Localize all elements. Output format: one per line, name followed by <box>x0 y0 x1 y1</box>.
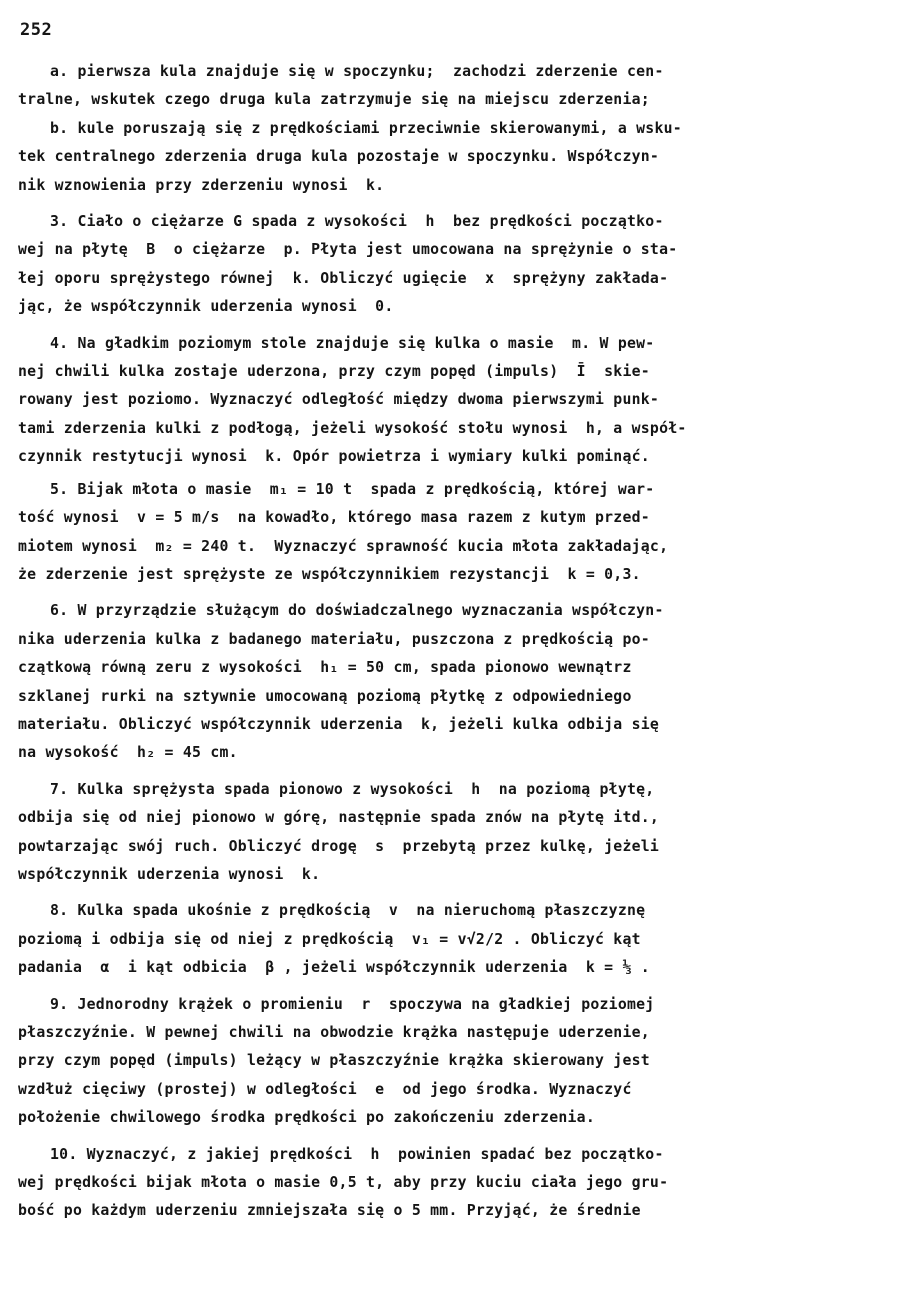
problem-9-paragraph <box>18 991 878 1133</box>
text-line: tralne, wskutek czego druga kula zatrzymuje się na miejscu zderzenia; <box>18 91 650 109</box>
text-line: jąc, że współczynnik uderzenia wynosi 0. <box>18 298 394 316</box>
problem-5-paragraph <box>18 476 878 590</box>
text-line: łej oporu sprężystego równej k. Obliczyć ugięcie x sprężyny zakłada- <box>18 269 669 287</box>
text-line: płaszczyźnie. W pewnej chwili na obwodzie krążka następuje uderzenie, <box>18 1024 650 1041</box>
text-line: poziomą i odbija się od niej z prędkością v₁ = v√2/2 . Obliczyć kąt <box>18 930 641 948</box>
text-line: b. kule poruszają się z prędkościami przeciwnie skierowanymi, a wsku- <box>50 119 682 137</box>
text-line: rowany jest poziomo. Wyznaczyć odległość między dwoma pierwszymi punk- <box>18 391 660 409</box>
text-line: współczynnik uderzenia wynosi k. <box>18 865 321 883</box>
item-b-paragraph <box>18 115 878 200</box>
text-line: 4. Na gładkim poziomym stole znajduje się kulka o masie m. W pew- <box>50 334 655 352</box>
text-line: nik wznowienia przy zderzeniu wynosi k. <box>18 176 385 194</box>
problem-7-paragraph <box>18 776 878 890</box>
text-line: nika uderzenia kulka z badanego materiału, puszczona z prędkością po- <box>18 630 650 648</box>
text-line: miotem wynosi m₂ = 240 t. Wyznaczyć sprawność kucia młota zakładając, <box>18 537 669 555</box>
text-line: odbija się od niej pionowo w górę, następnie spada znów na płytę itd., <box>18 809 660 827</box>
problem-6-paragraph <box>18 597 878 767</box>
text-line: powtarzając swój ruch. Obliczyć drogę s przebytą przez kulkę, jeżeli <box>18 837 660 855</box>
text-line: padania α i kąt odbicia β , jeżeli współczynnik uderzenia k = ⅓ . <box>18 959 650 977</box>
page-number: 252 <box>20 20 53 40</box>
text-body <box>18 58 878 1226</box>
text-line: wej prędkości bijak młota o masie 0,5 t, aby przy kuciu ciała jego gru- <box>18 1174 669 1192</box>
text-line: 5. Bijak młota o masie m₁ = 10 t spada z prędkością, której war- <box>50 480 655 498</box>
text-line: wej na płytę B o ciężarze p. Płyta jest umocowana na sprężynie o sta- <box>18 241 678 259</box>
text-line: bość po każdym uderzeniu zmniejszała się o 5 mm. Przyjąć, że średnie <box>18 1202 641 1220</box>
text-line: że zderzenie jest sprężyste ze współczynnikiem rezystancji k = 0,3. <box>18 565 641 583</box>
text-line: położenie chwilowego środka prędkości po zakończeniu zderzenia. <box>18 1109 595 1127</box>
text-line: 8. Kulka spada ukośnie z prędkością v na nieruchomą płaszczyznę <box>50 902 646 920</box>
problem-8-paragraph <box>18 897 878 982</box>
problem-3-paragraph <box>18 208 878 322</box>
text-line: tami zderzenia kulki z podłogą, jeżeli wysokość stołu wynosi h, a współ- <box>18 419 687 437</box>
text-line: 7. Kulka sprężysta spada pionowo z wysokości h na poziomą płytę, <box>50 780 655 798</box>
problem-4-paragraph <box>18 330 878 472</box>
text-line: przy czym popęd (impuls) leżący w płaszczyźnie krążka skierowany jest <box>18 1052 650 1070</box>
text-line: a. pierwsza kula znajduje się w spoczynku; zachodzi zderzenie cen- <box>50 63 664 80</box>
text-line: 10. Wyznaczyć, z jakiej prędkości h powinien spadać bez początko- <box>50 1145 664 1163</box>
item-a-paragraph <box>18 58 878 115</box>
text-line: szklanej rurki na sztywnie umocowaną poziomą płytkę z odpowiedniego <box>18 687 632 705</box>
text-line: tek centralnego zderzenia druga kula pozostaje w spoczynku. Współczyn- <box>18 148 660 166</box>
text-line: wzdłuż cięciwy (prostej) w odległości e od jego środka. Wyznaczyć <box>18 1080 632 1098</box>
text-line: na wysokość h₂ = 45 cm. <box>18 744 238 762</box>
text-line: tość wynosi v = 5 m/s na kowadło, którego masa razem z kutym przed- <box>18 509 650 527</box>
text-line: 6. W przyrządzie służącym do doświadczalnego wyznaczania współczyn- <box>50 602 664 620</box>
text-line: czynnik restytucji wynosi k. Opór powietrza i wymiary kulki pominąć. <box>18 448 650 466</box>
text-line: 9. Jednorodny krążek o promieniu r spoczywa na gładkiej poziomej <box>50 995 655 1013</box>
problem-10-paragraph <box>18 1141 878 1226</box>
text-line: 3. Ciało o ciężarze G spada z wysokości h bez prędkości początko- <box>50 213 664 231</box>
text-line: materiału. Obliczyć współczynnik uderzenia k, jeżeli kulka odbija się <box>18 715 660 733</box>
text-line: czątkową równą zeru z wysokości h₁ = 50 cm, spada pionowo wewnątrz <box>18 659 632 677</box>
text-line: nej chwili kulka zostaje uderzona, przy czym popęd (impuls) Ī skie- <box>18 363 650 381</box>
